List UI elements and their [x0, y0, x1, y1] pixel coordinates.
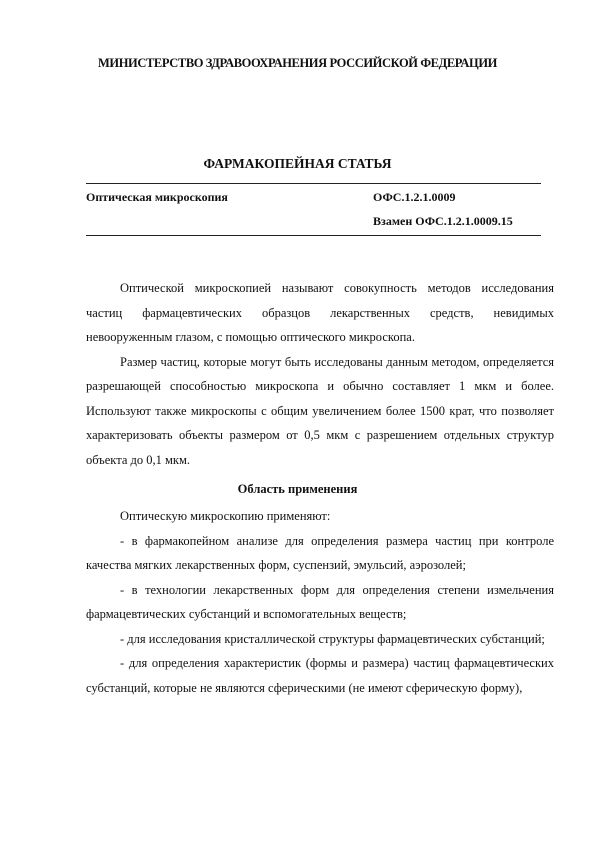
- scope-list-item: - в технологии лекарственных форм для определения степени измельчения фармацевтических субстанций и вспомогательных веществ;: [86, 582, 554, 621]
- article-subject: Оптическая микроскопия: [86, 190, 228, 204]
- document-title: ФАРМАКОПЕЙНАЯ СТАТЬЯ: [203, 156, 392, 171]
- intro-paragraph: Размер частиц, которые могут быть исследованы данным методом, определяется разрешающей способностью микроскопа и обычно составляет 1 мкм и более. Используют также микроскопы с общим увеличением более 1500 крат, что позволяет характеризовать объекты размером от 0,5 мкм с разрешением отдельных структур объекта до 0,1 мкм.: [86, 354, 554, 467]
- article-replaces: Взамен ОФС.1.2.1.0009.15: [373, 214, 513, 228]
- bottom-divider: [86, 235, 541, 236]
- ministry-header: МИНИСТЕРСТВО ЗДРАВООХРАНЕНИЯ РОССИЙСКОЙ ФЕДЕРАЦИИ: [98, 56, 497, 70]
- article-code: ОФС.1.2.1.0009: [373, 190, 456, 204]
- scope-list-item: - для исследования кристаллической структуры фармацевтических субстанций;: [120, 631, 545, 646]
- scope-list-item: - в фармакопейном анализе для определения размера частиц при контроле качества мягких лекарственных форм, суспензий, эмульсий, аэрозолей;: [86, 533, 554, 572]
- top-divider: [86, 183, 541, 184]
- scope-list-item: - для определения характеристик (формы и размера) частиц фармацевтических субстанций, которые не являются сферическими (не имеют сферическую форму),: [86, 656, 554, 695]
- scope-section: [86, 504, 554, 700]
- section-heading: Область применения: [237, 482, 358, 496]
- scope-lead: Оптическую микроскопию применяют:: [120, 509, 331, 523]
- intro-paragraph: Оптической микроскопией называют совокупность методов исследования частиц фармацевтических образцов лекарственных средств, невидимых невооруженным глазом, с помощью оптического микроскопа.: [86, 281, 554, 344]
- intro-section: [86, 276, 554, 472]
